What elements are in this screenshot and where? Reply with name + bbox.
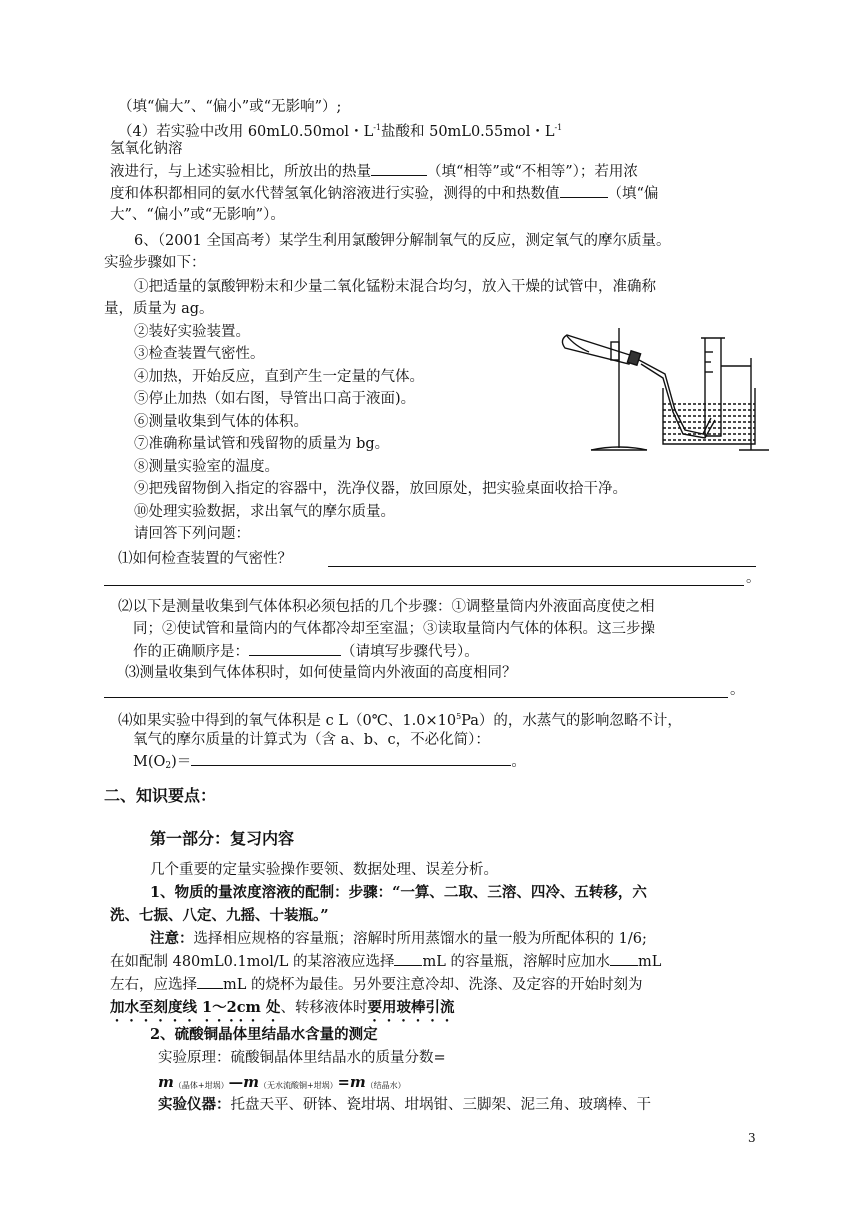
text-line: 几个重要的定量实验操作要领、数据处理、误差分析。	[150, 862, 498, 878]
step-item: ⑨把残留物倒入指定的容器中，洗净仪器，放回原处，把实验桌面收拾干净。	[134, 481, 627, 497]
page-number: 3	[748, 1131, 756, 1145]
text-line: 大”、“偏小”或“无影响”）。	[110, 207, 285, 223]
text-line: 作的正确顺序是： （请填写步骤代号）。	[133, 641, 479, 662]
answer-blank[interactable]	[610, 951, 638, 966]
text-line: 左右，应选择 mL 的烧杯为最佳。另外要注意冷却、洗涤、及定容的开始时刻为	[110, 974, 643, 995]
text-line: 实验步骤如下：	[104, 255, 206, 271]
question-item: ⑶测量收集到气体体积时，如何使量筒内外液面的高度相同？	[125, 665, 517, 681]
text-line: 请回答下列问题：	[134, 526, 250, 542]
answer-line[interactable]	[104, 585, 744, 586]
step-item: ⑩处理实验数据，求出氧气的摩尔质量。	[134, 504, 395, 520]
text-line: 实验原理：硫酸铜晶体里结晶水的质量分数=	[158, 1050, 446, 1066]
text-line: 在如配制 480mL0.1mol/L 的某溶液应选择 mL 的容量瓶，溶解时应加水 mL	[110, 951, 661, 972]
section-heading: 二、知识要点：	[104, 786, 217, 805]
answer-blank[interactable]	[249, 641, 341, 656]
answer-blank[interactable]	[191, 751, 511, 766]
answer-blank[interactable]	[394, 951, 422, 966]
answer-line[interactable]	[104, 697, 728, 698]
text-line: 同；②使试管和量筒内的气体都冷却至室温；③读取量筒内气体的体积。这三步操	[133, 621, 655, 637]
text-line: 氢氧化钠溶	[110, 141, 183, 157]
step-item: ⑧测量实验室的温度。	[134, 459, 279, 475]
step-item: ⑥测量收集到气体的体积。	[134, 414, 308, 430]
question-item: ⑷如果实验中得到的氧气体积是 c L（0℃、$1.0\times 10^5Pa$）的，水蒸气的影响忽略不计，	[118, 712, 682, 729]
text-line: 液进行，与上述实验相比，所放出的热量 （填“相等”或“不相等”）；若用浓	[110, 161, 638, 182]
step-item: ③检查装置气密性。	[134, 346, 265, 362]
text-line: 量，质量为 ag。	[104, 301, 214, 317]
part-heading: 第一部分：复习内容	[150, 829, 295, 848]
step-item: ⑤停止加热（如右图，导管出口高于液面)。	[134, 391, 416, 407]
answer-blank[interactable]	[560, 183, 608, 198]
text-line: 度和体积都相同的氨水代替氢氧化钠溶液进行实验，测得的中和热数值 （填“偏	[110, 183, 658, 204]
text-line: 实验仪器：托盘天平、研钵、瓷坩埚、坩埚钳、三脚架、泥三角、玻璃棒、干	[158, 1096, 651, 1113]
step-item: ⑦准确称量试管和残留物的质量为 bg。	[134, 436, 390, 452]
text-line: 洗、七振、八定、九摇、十装瓶。”	[110, 907, 329, 924]
formula-line: m（晶体+坩埚）—m（无水流酸铜+坩埚）=m（结晶水）	[158, 1073, 406, 1091]
text-line: （填“偏大”、“偏小”或“无影响”）;	[118, 99, 342, 115]
text-line: （4）若实验中改用 60mL0.50mol・$L^{-1}$盐酸和 50mL0.55mol・$L^{-1}$	[118, 123, 563, 140]
text-line: 1、物质的量浓度溶液的配制：步骤：“一算、二取、三溶、四冷、五转移，六	[150, 884, 647, 901]
gas-collection-apparatus-icon	[555, 318, 773, 456]
text-line: 注意：选择相应规格的容量瓶；溶解时所用蒸馏水的量一般为所配体积的 1/6;	[150, 930, 647, 947]
answer-blank[interactable]	[371, 161, 427, 176]
step-item: ④加热，开始反应，直到产生一定量的气体。	[134, 369, 424, 385]
text-line: 氧气的摩尔质量的计算式为（含 a、b、c，不必化简）：	[133, 732, 490, 748]
answer-line[interactable]	[328, 566, 756, 567]
step-item: ①把适量的氯酸钾粉末和少量二氧化锰粉末混合均匀，放入干燥的试管中，准确称	[134, 279, 656, 295]
text-line: 。	[746, 570, 761, 586]
step-item: ②装好实验装置。	[134, 324, 250, 340]
question-item: ⑵以下是测量收集到气体体积必须包括的几个步骤：①调整量筒内外液面高度使之相	[118, 599, 655, 615]
text-line: $M(O_2)=$ 。	[133, 751, 526, 776]
answer-blank[interactable]	[197, 974, 223, 989]
text-line: 。	[730, 682, 745, 698]
question-heading: 6、（2001 全国高考）某学生利用氯酸钾分解制氧气的反应，测定氧气的摩尔质量。	[134, 233, 671, 249]
text-line: 加水至刻度线 1～2cm 处、转移液体时要用玻棒引流	[110, 999, 455, 1016]
question-item: ⑴如何检查装置的气密性？	[118, 551, 292, 567]
subsection-heading: 2、硫酸铜晶体里结晶水含量的测定	[150, 1026, 378, 1043]
